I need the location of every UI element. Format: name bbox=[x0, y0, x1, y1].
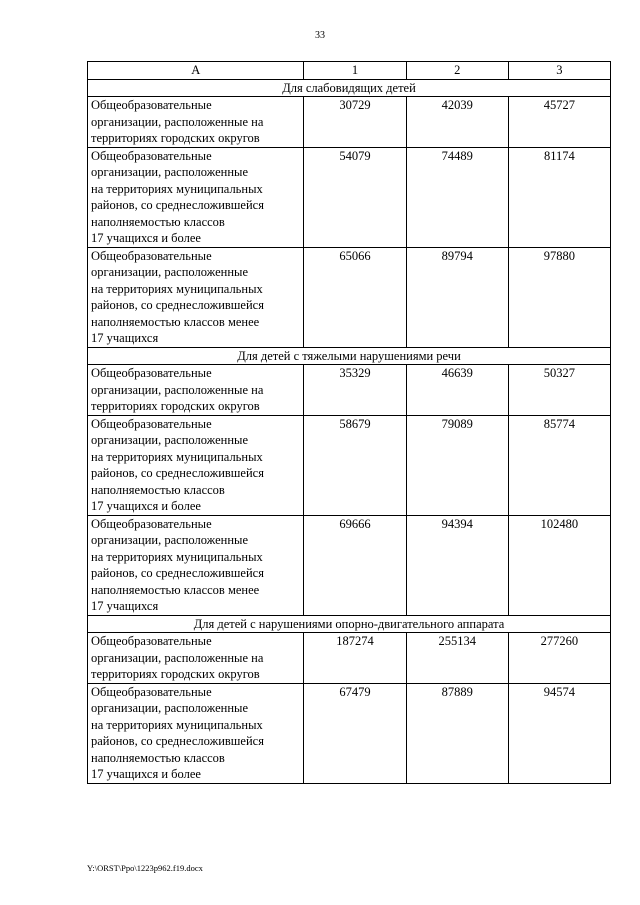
value-col-3: 102480 bbox=[508, 515, 610, 615]
header-cell-3: 3 bbox=[508, 62, 610, 80]
value-col-1: 35329 bbox=[304, 365, 406, 416]
section-title: Для слабовидящих детей bbox=[88, 79, 611, 97]
table-row bbox=[88, 147, 611, 247]
value-col-3: 45727 bbox=[508, 97, 610, 148]
value-col-2: 89794 bbox=[406, 247, 508, 347]
value-col-1: 54079 bbox=[304, 147, 406, 247]
value-col-3: 94574 bbox=[508, 683, 610, 783]
org-description: Общеобразовательные организации, расположенные на территориях городских округов bbox=[88, 365, 304, 416]
value-col-2: 87889 bbox=[406, 683, 508, 783]
section-title: Для детей с тяжелыми нарушениями речи bbox=[88, 347, 611, 365]
value-col-2: 74489 bbox=[406, 147, 508, 247]
org-description: Общеобразовательные организации, расположенные на территориях муниципальных районов, со среднесложившейся наполняемостью классов 17 учащихся и более bbox=[88, 683, 304, 783]
org-description: Общеобразовательные организации, расположенные на территориях муниципальных районов, со среднесложившейся наполняемостью классов 17 учащихся и более bbox=[88, 415, 304, 515]
table-row bbox=[88, 683, 611, 783]
section-row bbox=[88, 347, 611, 365]
org-description: Общеобразовательные организации, расположенные на территориях городских округов bbox=[88, 633, 304, 684]
value-col-1: 187274 bbox=[304, 633, 406, 684]
section-title: Для детей с нарушениями опорно-двигательного аппарата bbox=[88, 615, 611, 633]
table-body bbox=[88, 62, 611, 784]
org-description: Общеобразовательные организации, расположенные на территориях муниципальных районов, со среднесложившейся наполняемостью классов менее 17 учащихся bbox=[88, 515, 304, 615]
table-row bbox=[88, 415, 611, 515]
document-file-path: Y:\ORST\Ppo\1223p962.f19.docx bbox=[87, 863, 203, 873]
value-col-3: 97880 bbox=[508, 247, 610, 347]
table-header-row bbox=[88, 62, 611, 80]
value-col-3: 81174 bbox=[508, 147, 610, 247]
value-col-3: 277260 bbox=[508, 633, 610, 684]
value-col-2: 46639 bbox=[406, 365, 508, 416]
value-col-3: 50327 bbox=[508, 365, 610, 416]
page-number: 33 bbox=[315, 30, 325, 41]
value-col-2: 94394 bbox=[406, 515, 508, 615]
section-row bbox=[88, 79, 611, 97]
org-description: Общеобразовательные организации, расположенные на территориях муниципальных районов, со среднесложившейся наполняемостью классов 17 учащихся и более bbox=[88, 147, 304, 247]
table-row bbox=[88, 515, 611, 615]
header-cell-1: 1 bbox=[304, 62, 406, 80]
value-col-1: 65066 bbox=[304, 247, 406, 347]
table-row bbox=[88, 633, 611, 684]
org-description: Общеобразовательные организации, расположенные на территориях муниципальных районов, со среднесложившейся наполняемостью классов менее 17 учащихся bbox=[88, 247, 304, 347]
funding-table bbox=[87, 61, 611, 784]
header-cell-2: 2 bbox=[406, 62, 508, 80]
value-col-2: 255134 bbox=[406, 633, 508, 684]
value-col-1: 30729 bbox=[304, 97, 406, 148]
value-col-3: 85774 bbox=[508, 415, 610, 515]
table-row bbox=[88, 97, 611, 148]
header-cell-a: А bbox=[88, 62, 304, 80]
value-col-1: 69666 bbox=[304, 515, 406, 615]
section-row bbox=[88, 615, 611, 633]
org-description: Общеобразовательные организации, расположенные на территориях городских округов bbox=[88, 97, 304, 148]
value-col-1: 67479 bbox=[304, 683, 406, 783]
table-row bbox=[88, 247, 611, 347]
table-row bbox=[88, 365, 611, 416]
value-col-1: 58679 bbox=[304, 415, 406, 515]
value-col-2: 79089 bbox=[406, 415, 508, 515]
value-col-2: 42039 bbox=[406, 97, 508, 148]
